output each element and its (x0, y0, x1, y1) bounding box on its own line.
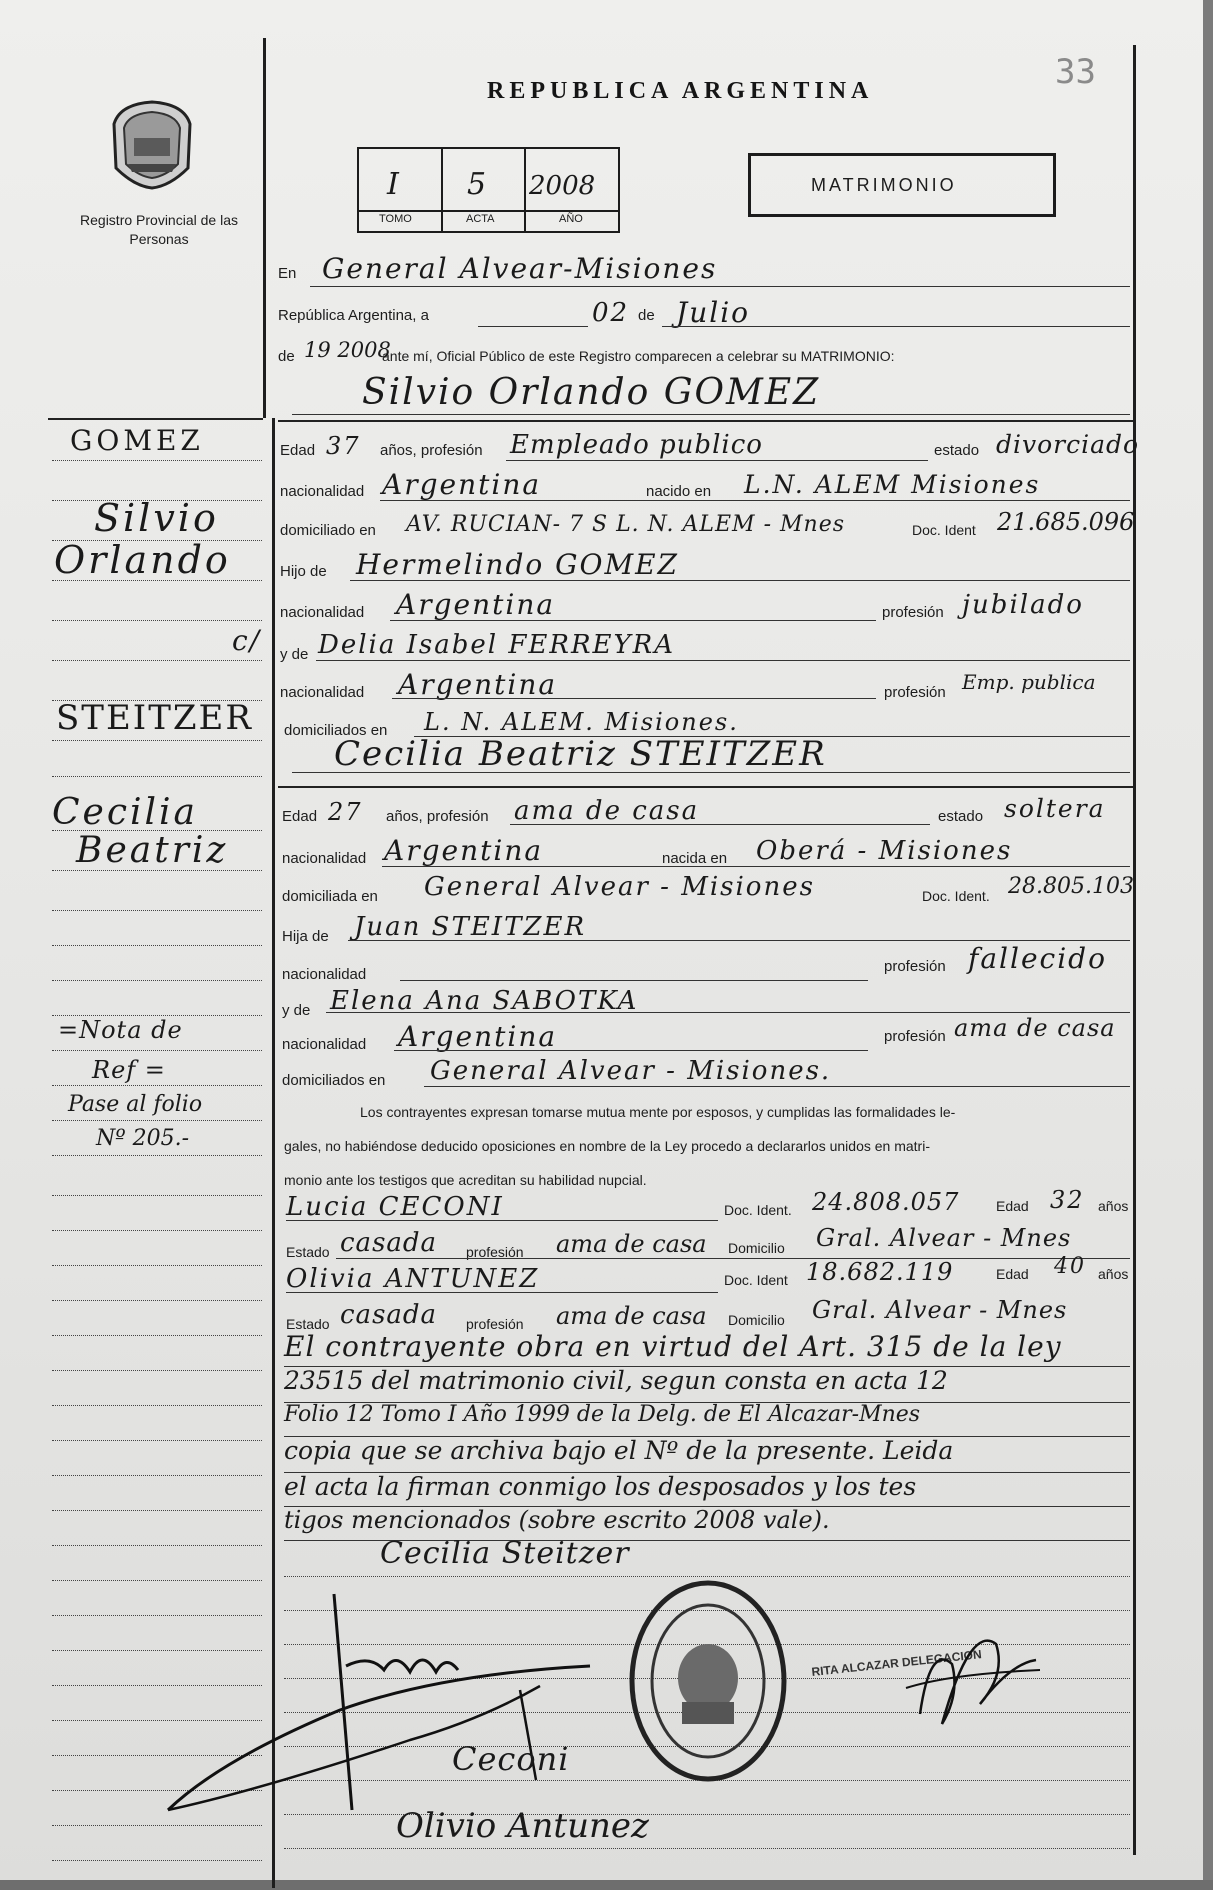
margin-line (52, 1085, 262, 1086)
witness-1-prof-label: profesión (466, 1244, 524, 1260)
margin-conj: c/ (232, 624, 262, 657)
stamp-text: RITA ALCAZAR DELEGACION (810, 1647, 983, 1679)
margin-line (52, 910, 262, 911)
groom-padre-label: Hijo de (280, 563, 327, 580)
witness-1-dom-label: Domicilio (728, 1240, 785, 1256)
witness-1-signature: Ceconi (452, 1740, 570, 1778)
note-line-3: Folio 12 Tomo I Año 1999 de la Delg. de El Alcazar-Mnes (284, 1402, 921, 1427)
line (510, 824, 930, 825)
witness-1-estado-label: Estado (286, 1244, 330, 1260)
comparecen-text: ante mí, Oficial Público de este Registro comparecen a celebrar su MATRIMONIO: (382, 348, 895, 364)
margin-line (52, 1335, 262, 1336)
place-value: General Alvear-Misiones (322, 252, 718, 285)
bride-edad: 27 (328, 798, 363, 826)
month-value: Julio (676, 296, 751, 329)
page-title: REPUBLICA ARGENTINA (487, 78, 874, 104)
bride-doc-label: Doc. Ident. (922, 888, 990, 904)
bride-nac-label: nacionalidad (282, 850, 367, 867)
groom-signature-icon (160, 1590, 640, 1830)
witness-1-edad-label: Edad (996, 1198, 1029, 1214)
margin-top-rule (48, 418, 263, 420)
margin-line (52, 460, 262, 461)
column-divider-upper (263, 38, 266, 418)
ano-label: AÑO (559, 213, 583, 225)
page-number: 33 (1055, 52, 1096, 92)
groom-madre-prof: Emp. publica (962, 670, 1096, 694)
witness-2-dom-label: Domicilio (728, 1312, 785, 1328)
margin-note-3: Pase al folio (68, 1092, 203, 1117)
witness-1-estado: casada (340, 1228, 438, 1258)
margin-bride-surname: STEITZER (56, 698, 253, 738)
line (326, 1012, 1130, 1013)
line (350, 580, 1130, 581)
margin-line (52, 1860, 262, 1861)
bride-padre-prof: fallecido (968, 942, 1107, 975)
margin-line (52, 1370, 262, 1371)
groom-madre-nac-label: nacionalidad (280, 684, 365, 701)
bride-padre: Juan STEITZER (354, 912, 587, 942)
line (392, 698, 876, 699)
right-border-line (1133, 45, 1136, 1855)
witness-2-prof-label: profesión (466, 1316, 524, 1332)
groom-padre: Hermelindo GOMEZ (356, 548, 680, 581)
bride-padre-label: Hija de (282, 928, 329, 945)
line (284, 1848, 1130, 1849)
year-prefix: de (278, 348, 295, 365)
page-edge-right (1203, 0, 1213, 1890)
bride-signature: Cecilia Steitzer (380, 1536, 630, 1571)
en-label: En (278, 265, 297, 282)
registry-name: Registro Provincial de las Personas (80, 212, 238, 247)
witness-1-doc: 24.808.057 (812, 1188, 960, 1216)
witness-1-domicilio: Gral. Alvear - Mnes (816, 1224, 1072, 1252)
bride-estado-label: estado (938, 808, 984, 825)
bride-nacida-label: nacida en (662, 850, 728, 867)
witness-2-profesion: ama de casa (556, 1302, 707, 1330)
groom-padres-dom: L. N. ALEM. Misiones. (424, 708, 739, 736)
witness-1-edad: 32 (1050, 1186, 1085, 1214)
margin-line (52, 1050, 262, 1051)
line (284, 1366, 1130, 1367)
margin-line (52, 1510, 262, 1511)
bride-name-line (292, 772, 1130, 773)
provincial-seal-icon (108, 98, 196, 190)
margin-line (52, 1545, 262, 1546)
groom-madre-nac: Argentina (398, 668, 558, 701)
ano-value: 2008 (529, 171, 596, 201)
line (284, 1506, 1130, 1507)
margin-line (52, 660, 262, 661)
note-line-6: tigos mencionados (sobre escrito 2008 vale). (284, 1506, 830, 1534)
blank-line (478, 326, 588, 327)
margin-groom-given2: Orlando (54, 538, 231, 582)
groom-madre-label: y de (280, 646, 309, 663)
delegation-stamp-icon (810, 1604, 1050, 1744)
witness-2-estado-label: Estado (286, 1316, 330, 1332)
groom-padre-prof: jubilado (962, 590, 1084, 620)
groom-full-name: Silvio Orlando GOMEZ (362, 372, 821, 413)
day-value: 02 (592, 298, 630, 328)
line (400, 980, 868, 981)
groom-padre-prof-label: profesión (882, 604, 944, 621)
bride-madre: Elena Ana SABOTKA (330, 986, 639, 1016)
groom-doc-label: Doc. Ident (912, 522, 976, 538)
line (284, 1472, 1130, 1473)
margin-note-4: Nº 205.- (96, 1126, 190, 1151)
bride-madre-prof: ama de casa (954, 1014, 1116, 1042)
witness-2-edad: 40 (1054, 1254, 1086, 1279)
margin-line (52, 1405, 262, 1406)
witness-1-anos-label: años (1098, 1198, 1129, 1214)
bride-madre-prof-label: profesión (884, 1028, 946, 1045)
line (506, 460, 928, 461)
de-label: de (638, 307, 655, 324)
note-line-5: el acta la firman conmigo los desposados y los tes (284, 1472, 917, 1501)
groom-padre-nac-label: nacionalidad (280, 604, 365, 621)
groom-nac-label: nacionalidad (280, 483, 365, 500)
witness-1-profesion: ama de casa (556, 1230, 707, 1258)
line (284, 1402, 1130, 1403)
witness-2-edad-label: Edad (996, 1266, 1029, 1282)
bride-domicilio: General Alvear - Misiones (424, 872, 815, 902)
groom-edad-label: Edad (280, 442, 316, 459)
margin-bride-given1: Cecilia (52, 792, 199, 833)
margin-groom-given1: Silvio (94, 496, 219, 540)
bride-madre-label: y de (282, 1002, 311, 1019)
line (286, 1292, 718, 1293)
witness-2-name: Olivia ANTUNEZ (286, 1264, 540, 1294)
margin-note-1: =Nota de (58, 1016, 183, 1044)
margin-line (52, 776, 262, 777)
line (424, 1086, 1130, 1087)
groom-madre-prof-label: profesión (884, 684, 946, 701)
declaration-line-1: Los contrayentes expresan tomarse mutua mente por esposos, y cumplidas las formalidades le- (360, 1104, 956, 1120)
record-number-box (357, 147, 620, 233)
witness-2-doc-label: Doc. Ident (724, 1272, 788, 1288)
groom-profesion: Empleado publico (510, 430, 763, 460)
republica-label: República Argentina, a (278, 307, 429, 324)
bride-madre-nac-label: nacionalidad (282, 1036, 367, 1053)
groom-edad: 37 (326, 432, 361, 460)
margin-line (52, 1120, 262, 1121)
witness-1-name: Lucia CECONI (286, 1192, 504, 1222)
bride-doc: 28.805.103 (1008, 874, 1134, 899)
bride-edad-label: Edad (282, 808, 318, 825)
groom-doc: 21.685.096 (997, 508, 1135, 536)
margin-line (52, 740, 262, 741)
line (284, 1436, 1130, 1437)
margin-line (52, 980, 262, 981)
declaration-line-3: monio ante los testigos que acreditan su habilidad nupcial. (284, 1172, 647, 1188)
acta-label: ACTA (466, 213, 495, 225)
groom-nacionalidad: Argentina (382, 468, 542, 501)
witness-2-anos-label: años (1098, 1266, 1129, 1282)
bride-block-rule (278, 786, 1133, 788)
bride-dom-label: domiciliada en (282, 888, 378, 905)
bride-padres-dom: General Alvear - Misiones. (430, 1056, 832, 1086)
groom-block-rule (278, 420, 1133, 422)
year-value: 19 2008 (304, 338, 391, 362)
bride-padre-nac-label: nacionalidad (282, 966, 367, 983)
witness-2-signature: Olivio Antunez (396, 1806, 649, 1846)
groom-estado-label: estado (934, 442, 980, 459)
line (382, 866, 1130, 867)
groom-padre-nac: Argentina (396, 588, 556, 621)
bride-madre-nac: Argentina (398, 1020, 558, 1053)
groom-padres-dom-label: domiciliados en (284, 722, 388, 739)
margin-line (52, 1300, 262, 1301)
line (348, 940, 1130, 941)
bride-nacida: Oberá - Misiones (756, 836, 1013, 866)
groom-anos-label: años, profesión (380, 442, 483, 459)
groom-nacido-label: nacido en (646, 483, 712, 500)
declaration-line-2: gales, no habiéndose deducido oposiciones en nombre de la Ley procedo a declararlos unidos en matri- (284, 1138, 930, 1154)
note-line-4: copia que se archiva bajo el Nº de la presente. Leida (284, 1436, 954, 1465)
margin-line (52, 1580, 262, 1581)
groom-nacido: L.N. ALEM Misiones (744, 470, 1041, 499)
margin-line (52, 1265, 262, 1266)
groom-estado: divorciado (996, 430, 1140, 459)
line (286, 1220, 718, 1221)
month-line (662, 326, 1130, 327)
tomo-label: TOMO (379, 213, 412, 225)
place-line (310, 286, 1130, 287)
bride-padre-prof-label: profesión (884, 958, 946, 975)
witness-2-doc: 18.682.119 (806, 1258, 954, 1286)
margin-bride-given2: Beatriz (76, 830, 229, 871)
line (390, 620, 876, 621)
line (380, 500, 1130, 501)
tomo-value: I (387, 167, 401, 202)
doc-type: MATRIMONIO (811, 175, 957, 195)
margin-line (52, 945, 262, 946)
page-edge-bottom (0, 1880, 1213, 1890)
margin-line (52, 1195, 262, 1196)
line (316, 660, 1130, 661)
groom-madre: Delia Isabel FERREYRA (318, 630, 676, 660)
doc-type-box (748, 153, 1056, 217)
bride-full-name: Cecilia Beatriz STEITZER (334, 734, 827, 774)
note-line-1: El contrayente obra en virtud del Art. 315 de la ley (284, 1330, 1062, 1363)
margin-line (52, 1440, 262, 1441)
line (394, 1050, 868, 1051)
margin-note-2: Ref = (92, 1056, 166, 1084)
margin-groom-surname: GOMEZ (70, 424, 204, 457)
line (336, 1258, 1130, 1259)
bride-anos-label: años, profesión (386, 808, 489, 825)
bride-nacionalidad: Argentina (384, 834, 544, 867)
margin-line (52, 1230, 262, 1231)
margin-line (52, 1155, 262, 1156)
witness-1-doc-label: Doc. Ident. (724, 1202, 792, 1218)
official-seal-icon (622, 1576, 794, 1786)
acta-value: 5 (467, 167, 489, 202)
witness-2-domicilio: Gral. Alvear - Mnes (812, 1296, 1068, 1324)
groom-domicilio: AV. RUCIAN- 7 S L. N. ALEM - Mnes (406, 512, 846, 537)
groom-dom-label: domiciliado en (280, 522, 376, 539)
groom-name-line (292, 414, 1130, 415)
bride-profesion: ama de casa (514, 796, 700, 826)
margin-line (52, 620, 262, 621)
bride-estado: soltera (1004, 794, 1106, 823)
note-line-2: 23515 del matrimonio civil, segun consta en acta 12 (284, 1366, 948, 1395)
bride-padres-dom-label: domiciliados en (282, 1072, 386, 1089)
margin-line (52, 1475, 262, 1476)
witness-2-estado: casada (340, 1300, 438, 1330)
